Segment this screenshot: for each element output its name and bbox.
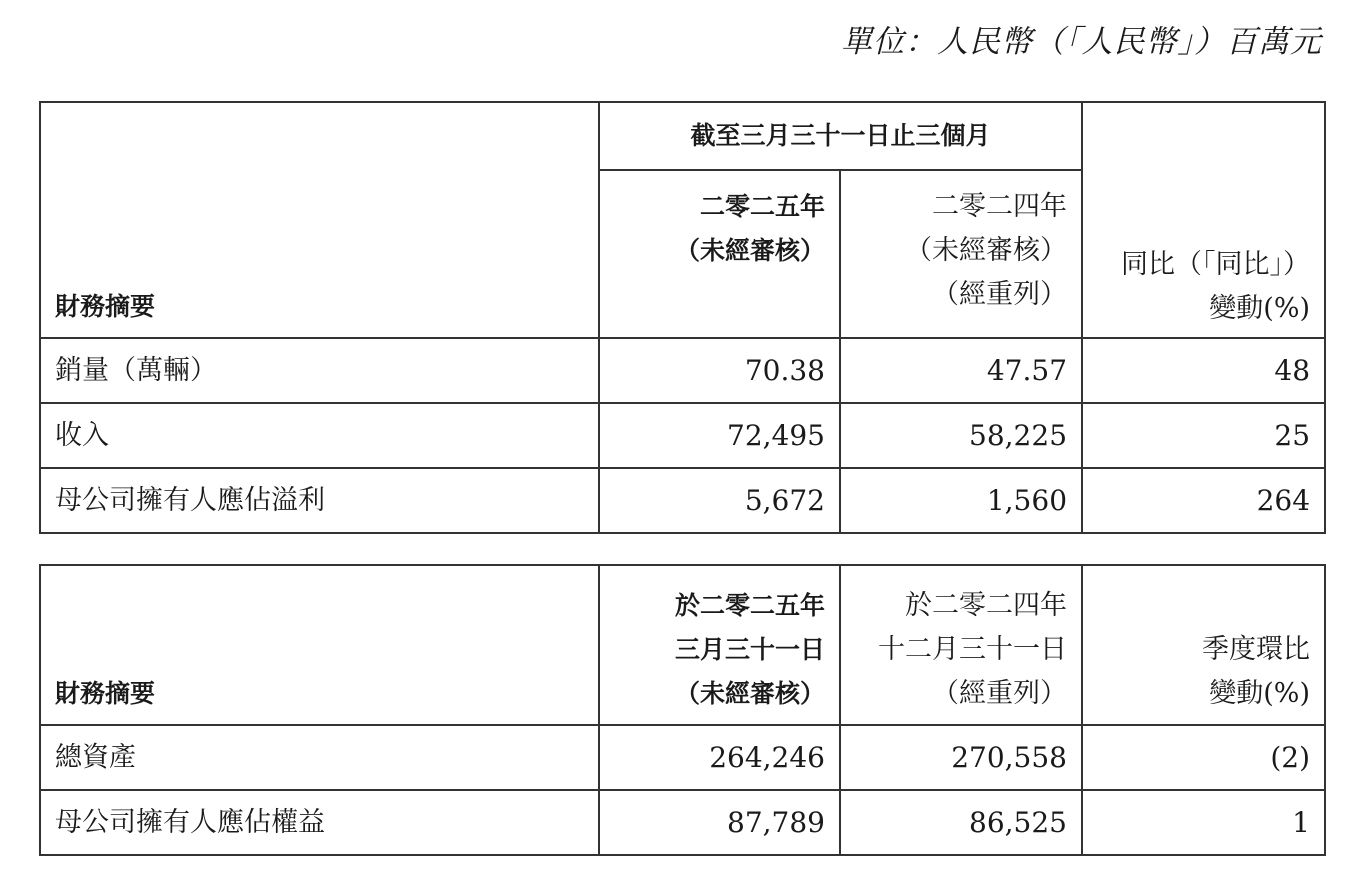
unit-note: 單位：人民幣（「人民幣」）百萬元 [841, 24, 1322, 60]
value-change: 48 [1082, 338, 1325, 403]
row-label: 銷量（萬輛） [40, 338, 599, 403]
qoq-change-header [1082, 565, 1325, 725]
row-label: 母公司擁有人應佔溢利 [40, 468, 599, 533]
value-2024: 58,225 [840, 403, 1082, 468]
value-change: 25 [1082, 403, 1325, 468]
value-2025: 70.38 [599, 338, 840, 403]
col-2025-header [599, 565, 840, 725]
col-2024-header [840, 565, 1082, 725]
col-2025-header [599, 170, 840, 338]
qoq-header-line2: 變動(%) [1209, 678, 1310, 709]
row-label: 總資產 [40, 725, 599, 790]
value-change: (2) [1082, 725, 1325, 790]
col-2025-line1: 於二零二五年 [674, 591, 825, 620]
value-2025: 87,789 [599, 790, 840, 855]
value-2024: 1,560 [840, 468, 1082, 533]
table-row [40, 468, 1325, 533]
col-2024-line2: 十二月三十一日 [878, 634, 1067, 665]
period-header: 截至三月三十一日止三個月 [599, 102, 1082, 170]
col-2024-line1: 二零二四年 [932, 191, 1068, 222]
balance-sheet-table [39, 564, 1326, 856]
table-row [40, 338, 1325, 403]
value-2025: 5,672 [599, 468, 840, 533]
yoy-header-line2: 變動(%) [1209, 293, 1311, 324]
qoq-header-line1: 季度環比 [1202, 634, 1310, 665]
summary-header: 財務摘要 [40, 102, 599, 338]
value-change: 1 [1082, 790, 1325, 855]
col-2025-line2: 三月三十一日 [674, 635, 825, 664]
value-2024: 270,558 [840, 725, 1082, 790]
row-label: 收入 [40, 403, 599, 468]
value-change: 264 [1082, 468, 1325, 533]
value-2024: 47.57 [840, 338, 1082, 403]
col-2025-line1: 二零二五年 [699, 192, 825, 221]
col-2024-line3: （經重列） [932, 279, 1068, 310]
quarterly-results-table [39, 101, 1326, 534]
yoy-header-line1: 同比（「同比」） [1121, 249, 1311, 280]
yoy-change-header [1082, 102, 1325, 338]
col-2025-line3: （未經審核） [674, 679, 825, 708]
table-row [40, 790, 1325, 855]
value-2025: 264,246 [599, 725, 840, 790]
col-2024-line2: （未經審核） [905, 235, 1068, 266]
col-2024-header [840, 170, 1082, 338]
col-2025-line2: （未經審核） [674, 236, 825, 265]
summary-header: 財務摘要 [40, 565, 599, 725]
col-2024-line3: （經重列） [932, 678, 1067, 709]
table-row [40, 725, 1325, 790]
col-2024-line1: 於二零二四年 [905, 590, 1067, 621]
value-2025: 72,495 [599, 403, 840, 468]
value-2024: 86,525 [840, 790, 1082, 855]
row-label: 母公司擁有人應佔權益 [40, 790, 599, 855]
table-row [40, 403, 1325, 468]
